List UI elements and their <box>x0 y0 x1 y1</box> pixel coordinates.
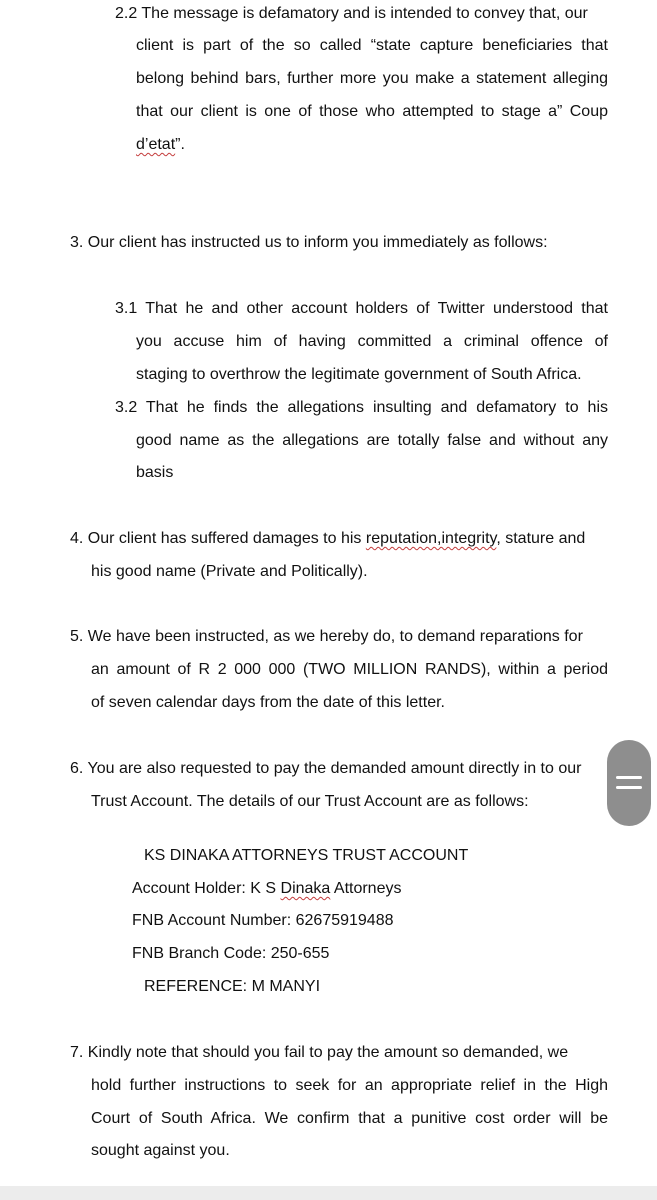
para-2-2-line-3: belong behind bars, further more you make a statement alleging <box>136 70 608 87</box>
spellcheck-word: Dinaka <box>280 880 331 897</box>
para-2-2-line-2: client is part of the so called “state capture beneficiaries that <box>136 37 608 54</box>
account-number: FNB Account Number: 62675919488 <box>132 912 394 929</box>
para-4-line-1-end: , stature and <box>496 530 586 547</box>
para-2-2-line-5-end: ”. <box>175 136 185 153</box>
bottom-bar <box>0 1186 657 1200</box>
para-5-line-2: an amount of R 2 000 000 (TWO MILLION RANDS), within a period <box>91 661 608 678</box>
grip-line-icon <box>616 786 642 789</box>
para-7-line-3: Court of South Africa. We confirm that a punitive cost order will be <box>91 1110 608 1127</box>
para-5-line-3: of seven calendar days from the date of this letter. <box>91 694 445 711</box>
para-4-line-1-start: 4. Our client has suffered damages to his <box>70 530 366 547</box>
account-holder-end: Attorneys <box>330 880 402 897</box>
para-3-1-line-2: you accuse him of having committed a criminal offence of <box>136 333 608 350</box>
para-2-2-line-4: that our client is one of those who attempted to stage a” Coup <box>136 103 608 120</box>
para-4-line-1 <box>70 529 585 549</box>
para-7-line-2: hold further instructions to seek for an appropriate relief in the High <box>91 1077 608 1094</box>
grip-line-icon <box>616 776 642 779</box>
para-3-1-line-1: 3.1 That he and other account holders of Twitter understood that <box>115 300 608 317</box>
para-6-line-1: 6. You are also requested to pay the demanded amount directly in to our <box>70 760 582 777</box>
account-holder <box>132 879 401 899</box>
para-3-2-line-3: basis <box>136 464 174 481</box>
spellcheck-word: reputation,integrity <box>365 530 497 547</box>
spellcheck-word: d’etat <box>136 136 176 153</box>
account-holder-label: Account Holder: K S <box>132 880 281 897</box>
para-3-1-line-3: staging to overthrow the legitimate government of South Africa. <box>136 366 582 383</box>
para-3-2-line-2: good name as the allegations are totally false and without any <box>136 432 608 449</box>
para-3-line-1: 3. Our client has instructed us to inform you immediately as follows: <box>70 234 548 251</box>
account-title: KS DINAKA ATTORNEYS TRUST ACCOUNT <box>144 847 469 864</box>
para-5-line-1: 5. We have been instructed, as we hereby do, to demand reparations for <box>70 628 583 645</box>
para-2-2-line-1: 2.2 The message is defamatory and is intended to convey that, our <box>115 5 588 22</box>
para-7-line-4: sought against you. <box>91 1142 230 1159</box>
para-2-2-line-5 <box>136 135 185 155</box>
account-reference: REFERENCE: M MANYI <box>144 978 321 995</box>
para-7-line-1: 7. Kindly note that should you fail to pay the amount so demanded, we <box>70 1044 569 1061</box>
para-4-line-2: his good name (Private and Politically). <box>91 563 368 580</box>
para-3-2-line-1: 3.2 That he finds the allegations insulting and defamatory to his <box>115 399 608 416</box>
scroll-handle[interactable] <box>607 740 651 826</box>
branch-code: FNB Branch Code: 250-655 <box>132 945 330 962</box>
para-6-line-2: Trust Account. The details of our Trust Account are as follows: <box>91 793 529 810</box>
